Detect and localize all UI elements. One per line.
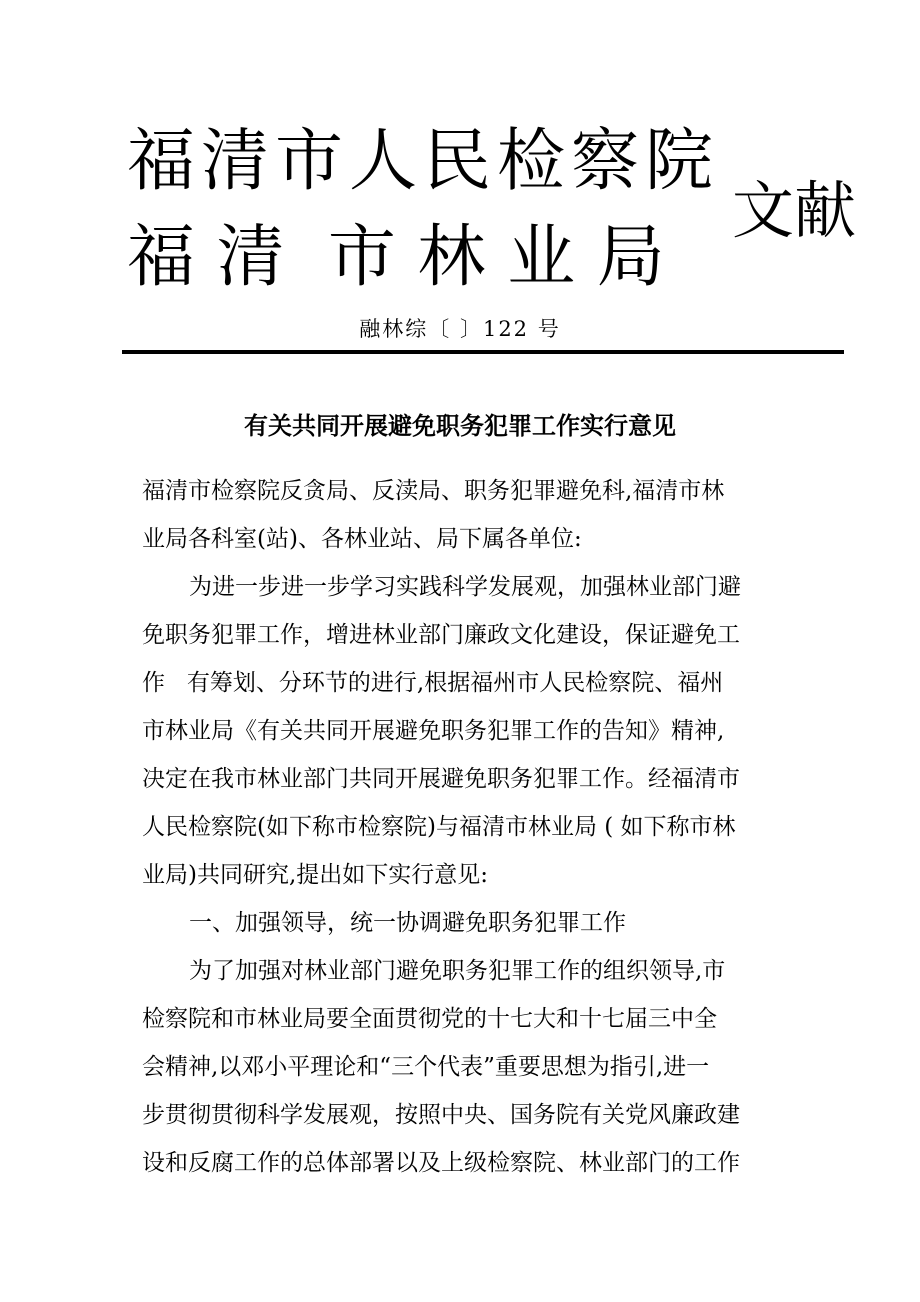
body-line-paragraph-2-start: 为了加强对林业部门避免职务犯罪工作的组织领导,市 <box>189 958 726 984</box>
body-line-addressee-2: 业局各科室(站)、各林业站、局下属各单位: <box>142 526 582 552</box>
document-title: 有关共同开展避免职务犯罪工作实行意见 <box>244 412 676 440</box>
document-number: 融林综〔 〕122 号 <box>359 317 561 341</box>
body-line: 免职务犯罪工作，增进林业部门廉政文化建设，保证避免工 <box>142 622 740 648</box>
header-org-line-2: 福 清 市 林 业 局 <box>127 218 665 297</box>
body-line: 决定在我市林业部门共同开展避免职务犯罪工作。经福清市 <box>142 766 740 792</box>
header-divider <box>122 350 844 354</box>
body-line: 市林业局《有关共同开展避免职务犯罪工作的告知》精神, <box>142 718 725 744</box>
body-line-addressee-1: 福清市检察院反贪局、反渎局、职务犯罪避免科,福清市林 <box>142 478 725 504</box>
body-line: 业局)共同研究,提出如下实行意见: <box>142 862 489 888</box>
body-line: 设和反腐工作的总体部署以及上级检察院、林业部门的工作 <box>142 1150 740 1176</box>
body-line: 检察院和市林业局要全面贯彻党的十七大和十七届三中全 <box>142 1006 717 1032</box>
body-line-paragraph-1-start: 为进一步进一步学习实践科学发展观，加强林业部门避 <box>189 574 741 600</box>
body-line: 步贯彻贯彻科学发展观，按照中央、国务院有关党风廉政建 <box>142 1102 740 1128</box>
section-heading-1: 一、加强领导，统一协调避免职务犯罪工作 <box>189 910 626 936</box>
header-org-line-1: 福清市人民检察院 <box>127 122 720 201</box>
header-document-word: 文献 <box>732 174 857 247</box>
body-line: 作 有筹划、分环节的进行,根据福州市人民检察院、福州 <box>142 670 724 696</box>
body-line: 人民检察院(如下称市检察院)与福清市林业局 ( 如下称市林 <box>142 814 736 840</box>
body-line: 会精神,以邓小平理论和“三个代表”重要思想为指引,进一 <box>142 1054 710 1080</box>
